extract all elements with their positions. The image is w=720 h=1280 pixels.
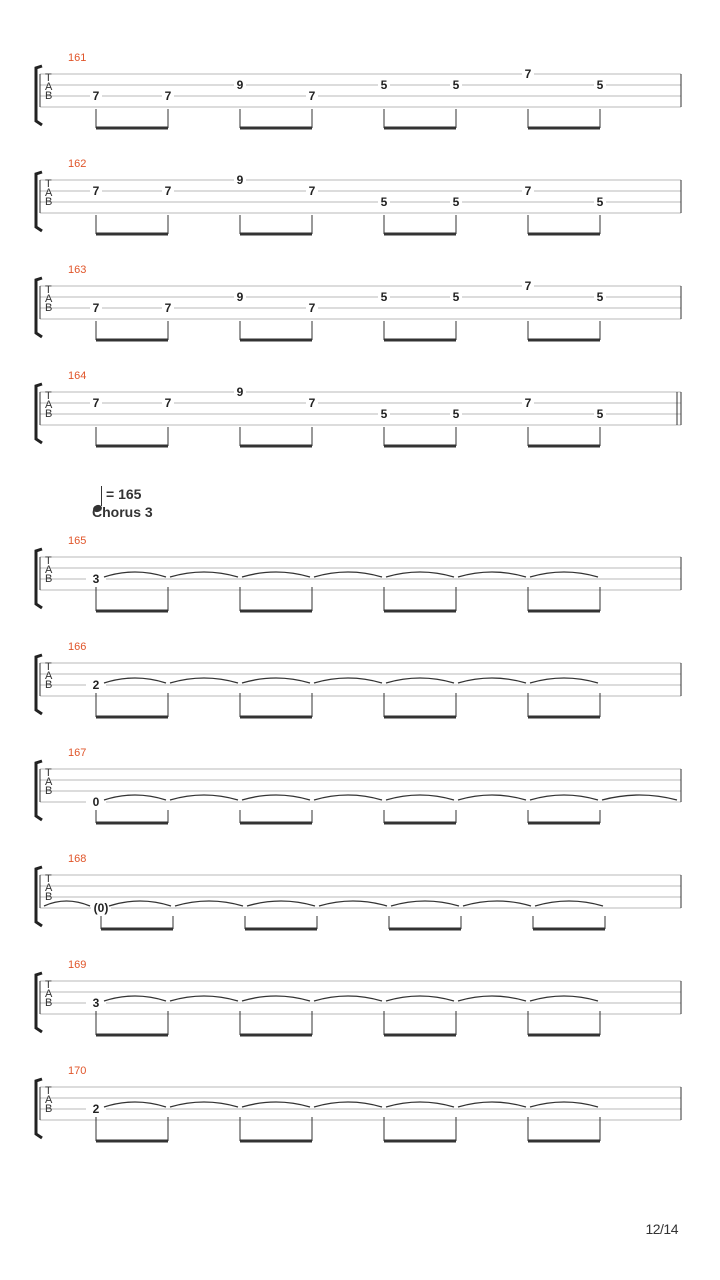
tie-arc xyxy=(170,1102,238,1107)
fret-number: 7 xyxy=(524,67,532,81)
measure-number: 162 xyxy=(68,158,87,170)
tie-arc xyxy=(247,901,315,906)
tab-clef-letter: B xyxy=(45,196,53,208)
fret-number: 5 xyxy=(452,290,460,304)
measure-number: 167 xyxy=(68,747,87,759)
fret-number: 5 xyxy=(380,78,388,92)
tab-system xyxy=(0,52,720,158)
tab-staff xyxy=(0,747,720,853)
tab-clef-letter: A xyxy=(45,670,53,682)
fret-number: 9 xyxy=(236,78,244,92)
tie-arc xyxy=(104,996,166,1001)
tab-clef-letter: T xyxy=(45,767,52,779)
fret-number: 7 xyxy=(164,89,172,103)
tie-arc xyxy=(386,678,454,683)
fret-number: 9 xyxy=(236,385,244,399)
fret-number: 7 xyxy=(308,184,316,198)
fret-number: 3 xyxy=(92,572,100,586)
fret-number: 2 xyxy=(92,1102,100,1116)
tie-arc xyxy=(458,678,526,683)
fret-number: 7 xyxy=(308,89,316,103)
fret-number: 7 xyxy=(92,184,100,198)
tie-arc xyxy=(458,572,526,577)
fret-number: 7 xyxy=(308,396,316,410)
tab-clef-letter: A xyxy=(45,187,53,199)
tempo-marking xyxy=(92,484,292,524)
fret-number: 7 xyxy=(308,301,316,315)
tie-arc xyxy=(530,1102,598,1107)
tab-system xyxy=(0,641,720,747)
fret-number: 5 xyxy=(452,407,460,421)
tie-arc xyxy=(170,996,238,1001)
tab-staff xyxy=(0,52,720,158)
quarter-note-icon xyxy=(101,486,102,506)
fret-number: 7 xyxy=(164,184,172,198)
tab-clef-letter: B xyxy=(45,1103,53,1115)
tie-arc xyxy=(463,901,531,906)
tab-system xyxy=(0,535,720,641)
measure-number: 166 xyxy=(68,641,87,653)
fret-number: 7 xyxy=(164,396,172,410)
tie-arc xyxy=(386,996,454,1001)
tab-system xyxy=(0,158,720,264)
fret-number: 5 xyxy=(380,195,388,209)
tie-arc xyxy=(530,678,598,683)
tab-system xyxy=(0,959,720,1065)
tab-system xyxy=(0,853,720,959)
tab-clef-letter: A xyxy=(45,776,53,788)
tie-arc xyxy=(530,572,598,577)
fret-number: 7 xyxy=(92,396,100,410)
tab-clef-letter: A xyxy=(45,81,53,93)
tie-arc xyxy=(530,996,598,1001)
tab-staff xyxy=(0,959,720,1065)
tie-arc xyxy=(530,795,598,800)
tab-clef-letter: B xyxy=(45,90,53,102)
tie-arc xyxy=(535,901,603,906)
tie-arc xyxy=(319,901,387,906)
tie-arc xyxy=(170,572,238,577)
measure-number: 163 xyxy=(68,264,87,276)
tie-arc xyxy=(109,901,171,906)
tab-clef-letter: T xyxy=(45,873,52,885)
tab-staff xyxy=(0,158,720,264)
tie-arc xyxy=(314,572,382,577)
tab-clef-letter: A xyxy=(45,564,53,576)
tie-arc xyxy=(104,795,166,800)
fret-number: 7 xyxy=(524,279,532,293)
page-counter: 12/14 xyxy=(645,1221,678,1237)
tie-arc xyxy=(104,1102,166,1107)
measure-number: 161 xyxy=(68,52,87,64)
tab-clef-letter: B xyxy=(45,997,53,1009)
measure-number: 168 xyxy=(68,853,87,865)
tie-arc xyxy=(386,1102,454,1107)
tab-staff xyxy=(0,370,720,476)
tempo-value: = 165 xyxy=(106,486,142,502)
tab-clef-letter: T xyxy=(45,1085,52,1097)
tie-arc xyxy=(242,1102,310,1107)
fret-number: 7 xyxy=(92,89,100,103)
tab-clef-letter: B xyxy=(45,785,53,797)
tab-staff xyxy=(0,535,720,641)
tab-clef-letter: T xyxy=(45,661,52,673)
fret-number: (0) xyxy=(93,901,109,915)
section-label: Chorus 3 xyxy=(92,504,153,520)
fret-number: 5 xyxy=(452,195,460,209)
fret-number: 5 xyxy=(380,290,388,304)
tab-clef-letter: A xyxy=(45,399,53,411)
tie-arc xyxy=(386,572,454,577)
tab-clef-letter: B xyxy=(45,679,53,691)
fret-number: 7 xyxy=(92,301,100,315)
tie-arc xyxy=(242,996,310,1001)
tab-staff xyxy=(0,1065,720,1171)
tab-staff xyxy=(0,641,720,747)
fret-number: 5 xyxy=(596,195,604,209)
fret-number: 0 xyxy=(92,795,100,809)
tie-arc xyxy=(104,572,166,577)
tie-arc xyxy=(602,795,677,800)
fret-number: 2 xyxy=(92,678,100,692)
tab-system xyxy=(0,264,720,370)
tab-clef-letter: B xyxy=(45,891,53,903)
measure-number: 169 xyxy=(68,959,87,971)
tab-clef-letter: B xyxy=(45,573,53,585)
fret-number: 5 xyxy=(596,407,604,421)
tab-clef-letter: A xyxy=(45,1094,53,1106)
fret-number: 7 xyxy=(524,184,532,198)
tie-arc xyxy=(391,901,459,906)
tab-clef-letter: T xyxy=(45,979,52,991)
tie-arc xyxy=(170,795,238,800)
measure-number: 165 xyxy=(68,535,87,547)
tie-arc xyxy=(170,678,238,683)
tab-clef-letter: A xyxy=(45,293,53,305)
tie-arc xyxy=(458,1102,526,1107)
fret-number: 5 xyxy=(596,78,604,92)
tab-clef-letter: T xyxy=(45,178,52,190)
fret-number: 3 xyxy=(92,996,100,1010)
fret-number: 7 xyxy=(164,301,172,315)
tie-arc xyxy=(386,795,454,800)
tie-arc xyxy=(314,678,382,683)
tie-arc xyxy=(458,996,526,1001)
tab-clef-letter: A xyxy=(45,988,53,1000)
tie-arc xyxy=(314,795,382,800)
tab-system xyxy=(0,747,720,853)
tie-arc xyxy=(175,901,243,906)
tab-system xyxy=(0,1065,720,1171)
tab-clef-letter: B xyxy=(45,408,53,420)
tie-arc xyxy=(242,678,310,683)
fret-number: 5 xyxy=(380,407,388,421)
tie-arc xyxy=(314,1102,382,1107)
tie-arc xyxy=(242,795,310,800)
tab-staff xyxy=(0,264,720,370)
tab-clef-letter: T xyxy=(45,284,52,296)
fret-number: 9 xyxy=(236,290,244,304)
tie-arc xyxy=(314,996,382,1001)
fret-number: 9 xyxy=(236,173,244,187)
tab-staff xyxy=(0,853,720,959)
tie-arc xyxy=(458,795,526,800)
tab-clef-letter: B xyxy=(45,302,53,314)
tie-arc xyxy=(104,678,166,683)
tab-clef-letter: T xyxy=(45,390,52,402)
fret-number: 7 xyxy=(524,396,532,410)
fret-number: 5 xyxy=(596,290,604,304)
tie-arc xyxy=(242,572,310,577)
tab-system xyxy=(0,370,720,476)
measure-number: 164 xyxy=(68,370,87,382)
tab-clef-letter: T xyxy=(45,72,52,84)
tab-clef-letter: T xyxy=(45,555,52,567)
tab-clef-letter: A xyxy=(45,882,53,894)
measure-number: 170 xyxy=(68,1065,87,1077)
fret-number: 5 xyxy=(452,78,460,92)
